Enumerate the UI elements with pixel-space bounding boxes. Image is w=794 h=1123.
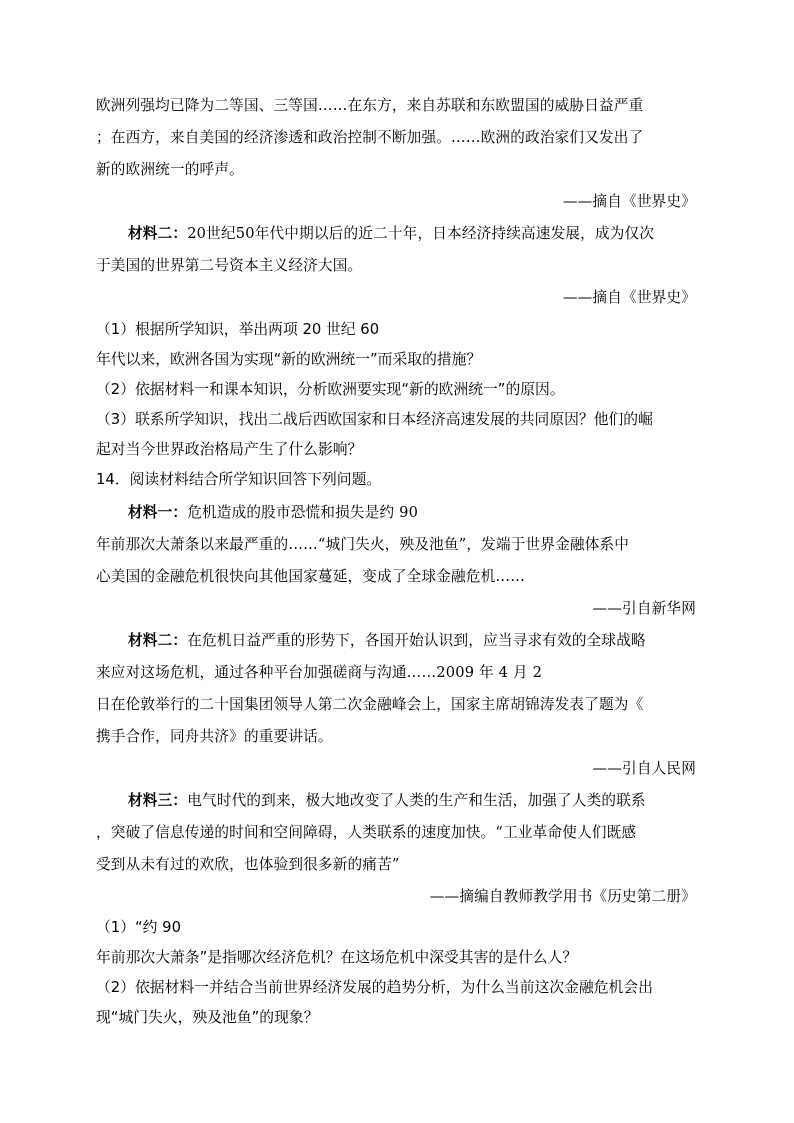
material-2-line: 来应对这场危机，通过各种平台加强磋商与沟通……2009 年 4 月 2 <box>96 664 543 681</box>
question-line: （1）根据所学知识，举出两项 20 世纪 60 <box>96 321 380 338</box>
question-line: （3）联系所学知识，找出二战后西欧国家和日本经济高速发展的共同原因？他们的崛 <box>96 411 653 428</box>
material-2-line: 于美国的世界第二号资本主义经济大国。 <box>96 257 363 274</box>
material-text: 在危机日益严重的形势下，各国开始认识到，应当寻求有效的全球战略 <box>187 632 646 649</box>
material-3-line: 受到从未有过的欢欣，也体验到很多新的痛苦” <box>96 856 400 873</box>
material-1-line: 年前那次大萧条以来最严重的……“城门失火，殃及池鱼”，发端于世界金融体系中 <box>96 536 630 553</box>
material-line: ；在西方，来自美国的经济渗透和政治控制不断加强。……欧洲的政治家们又发出了 <box>96 129 644 146</box>
question-title: 14．阅读材料结合所学知识回答下列问题。 <box>96 471 382 488</box>
material-label: 材料二： <box>128 225 188 242</box>
material-2-line: 日在伦敦举行的二十国集团领导人第二次金融峰会上，国家主席胡锦涛发表了题为《 <box>96 696 644 713</box>
material-3-line <box>128 791 696 811</box>
material-source: ——摘自《世界史》 <box>562 193 696 210</box>
material-1-line: 心美国的金融危机很快向其他国家蔓延，变成了全球金融危机…… <box>96 568 526 585</box>
question-line: （2）依据材料一和课本知识，分析欧洲要实现“新的欧洲统一”的原因。 <box>96 381 565 398</box>
material-source: ——引自新华网 <box>592 600 696 617</box>
material-line: 欧洲列强均已降为二等国、三等国……在东方，来自苏联和东欧盟国的威胁日益严重 <box>96 97 644 114</box>
material-text: 危机造成的股市恐慌和损失是约 90 <box>187 504 419 521</box>
material-2-line <box>128 631 696 651</box>
material-label: 材料三： <box>128 792 188 809</box>
question-line: （1）“约 90 <box>96 919 182 936</box>
material-source: ——引自人民网 <box>592 760 696 777</box>
question-line: 起对当今世界政治格局产生了什么影响？ <box>96 441 363 458</box>
material-source: ——摘编自教师教学用书《历史第二册》 <box>429 888 696 905</box>
question-line: 现“城门失火，殃及池鱼”的现象？ <box>96 1009 319 1026</box>
material-label: 材料二： <box>128 632 188 649</box>
material-2-line <box>128 224 696 244</box>
material-text: 电气时代的到来，极大地改变了人类的生产和生活，加强了人类的联系 <box>187 792 646 809</box>
material-3-line: ，突破了信息传递的时间和空间障碍，人类联系的速度加快。“工业革命使人们既感 <box>96 824 637 841</box>
material-text: 20世纪50年代中期以后的近二十年，日本经济持续高速发展，成为仅次 <box>187 225 655 242</box>
question-line: 年代以来，欧洲各国为实现“新的欧洲统一”而采取的措施？ <box>96 351 482 368</box>
material-line: 新的欧洲统一的呼声。 <box>96 161 244 178</box>
material-label: 材料一： <box>128 504 188 521</box>
material-1-line <box>128 503 696 523</box>
question-line: （2）依据材料一并结合当前世界经济发展的趋势分析，为什么当前这次金融危机会出 <box>96 979 653 996</box>
question-line: 年前那次大萧条”是指哪次经济危机？在这场危机中深受其害的是什么人？ <box>96 949 578 966</box>
material-source: ——摘自《世界史》 <box>562 289 696 306</box>
material-2-line: 携手合作，同舟共济》的重要讲话。 <box>96 728 333 745</box>
